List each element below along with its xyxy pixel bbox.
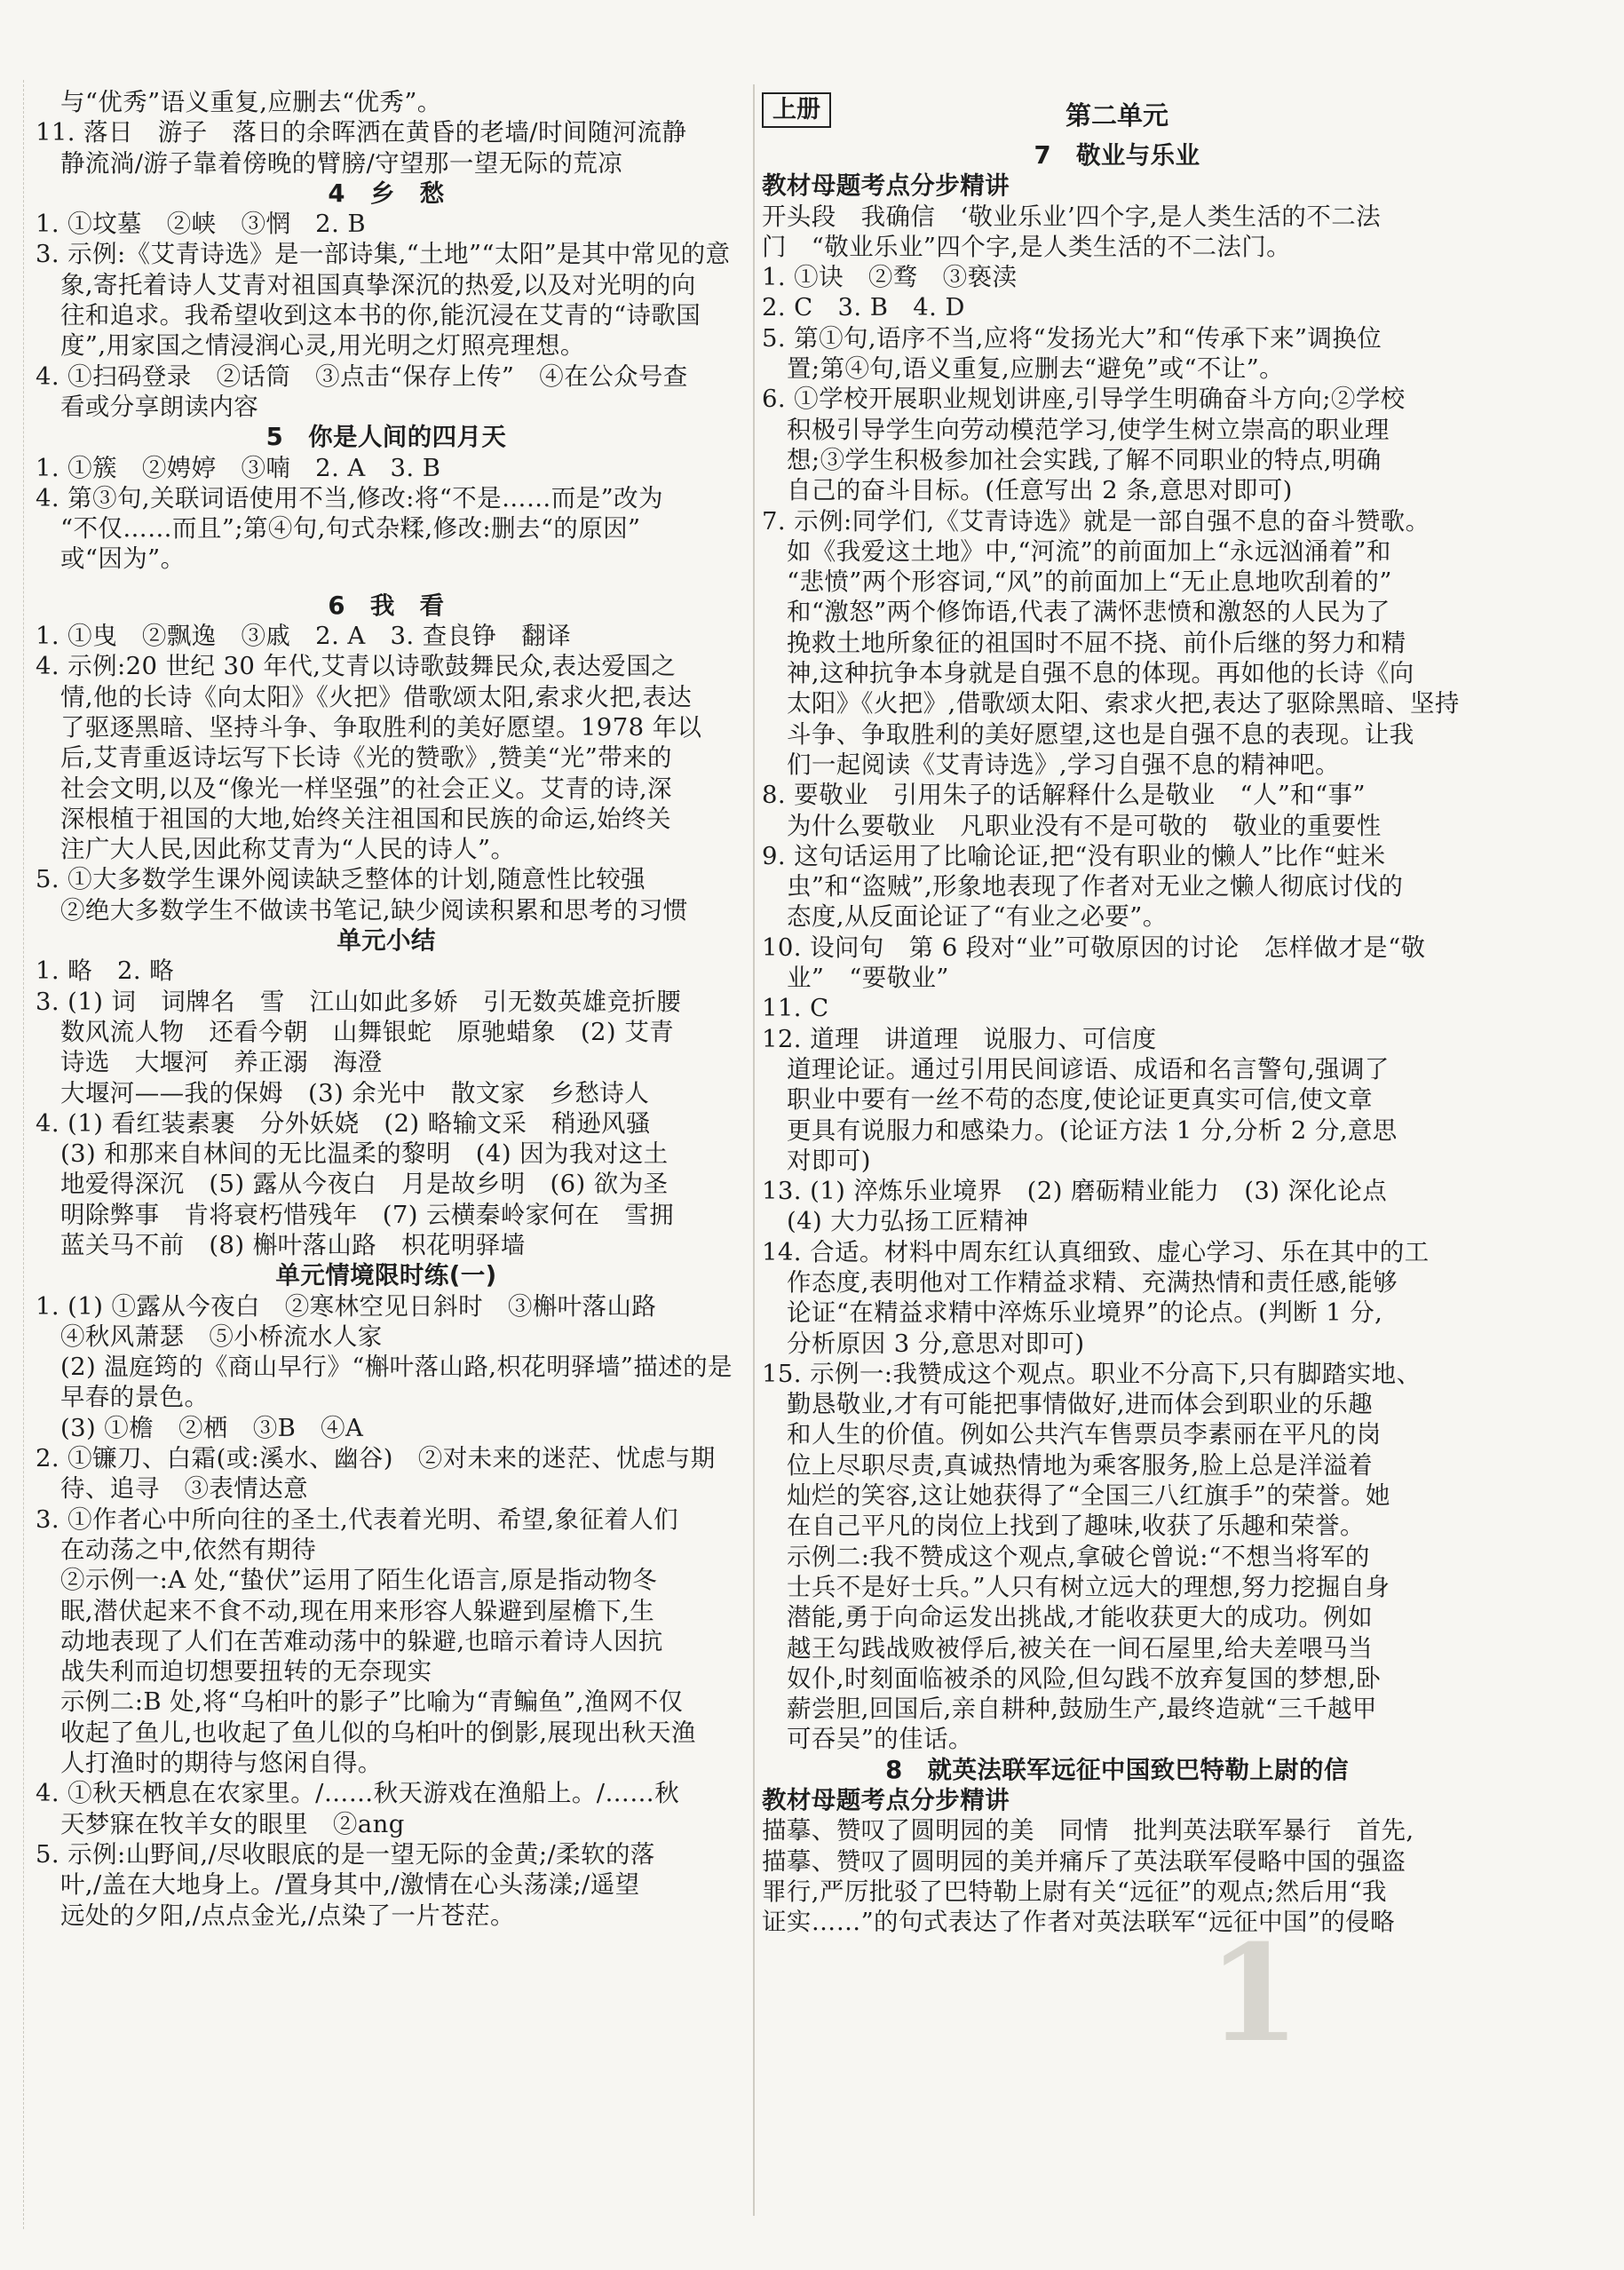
answer-line: 4. 示例:20 世纪 30 年代,艾青以诗歌鼓舞民众,表达爱国之 xyxy=(36,652,677,681)
answer-line: 论证“在精益求精中淬炼乐业境界”的论点。(判断 1 分, xyxy=(787,1298,1383,1328)
answer-line: 描摹、赞叹了圆明园的美 同情 批判英法联军暴行 首先, xyxy=(762,1816,1414,1845)
answer-line: 社会文明,以及“像光一样坚强”的社会正义。艾青的诗,深 xyxy=(60,774,672,803)
answer-line: 在自己平凡的岗位上找到了趣味,收获了乐趣和荣誉。 xyxy=(787,1512,1365,1541)
answer-line: 5. 示例:山野间,/尽收眼底的是一望无际的金黄;/柔软的落 xyxy=(36,1839,655,1869)
answer-line: 或“因为”。 xyxy=(60,544,186,574)
answer-line: 1. ①诀 ②骛 ③亵渎 xyxy=(762,263,1018,292)
subsection-label: 教材母题考点分步精讲 xyxy=(762,1786,1010,1815)
answer-line: 1. ①簇 ②娉婷 ③喃 2. A 3. B xyxy=(36,453,441,482)
answer-line: (3) 和那来自林间的无比温柔的黎明 (4) 因为我对这土 xyxy=(60,1139,669,1169)
answer-line: 5. ①大多数学生课外阅读缺乏整体的计划,随意性比较强 xyxy=(36,865,646,894)
answer-line: 门 “敬业乐业”四个字,是人类生活的不二法门。 xyxy=(762,232,1292,261)
answer-line: 9. 这句话运用了比喻论证,把“没有职业的懒人”比作“蛀米 xyxy=(762,841,1386,870)
answer-line: 明除弊事 肯将衰朽惜残年 (7) 云横秦岭家何在 雪拥 xyxy=(60,1200,674,1229)
answer-line: 业” “要敬业” xyxy=(787,964,949,993)
answer-line: 人打渔时的期待与悠闲自得。 xyxy=(60,1749,383,1778)
answer-line: 7. 示例:同学们,《艾青诗选》就是一部自强不息的奋斗赞歌。 xyxy=(762,506,1430,536)
answer-line: 动地表现了人们在苦难动荡中的躲避,也暗示着诗人因抗 xyxy=(60,1626,663,1655)
answer-line: 灿烂的笑容,这让她获得了“全国三八红旗手”的荣誉。她 xyxy=(787,1481,1390,1511)
answer-line: 4. 第③句,关联词语使用不当,修改:将“不是……而是”改为 xyxy=(36,483,663,512)
answer-line: 3. ①作者心中所向往的圣土,代表着光明、希望,象征着人们 xyxy=(36,1504,679,1534)
answer-line: 收起了鱼儿,也收起了鱼儿似的乌桕叶的倒影,展现出秋天渔 xyxy=(60,1718,696,1747)
binding-margin xyxy=(0,80,24,2229)
answer-line: 象,寄托着诗人艾青对祖国真挚深沉的热爱,以及对光明的向 xyxy=(60,270,696,299)
answer-line: 虫”和“盗贼”,形象地表现了作者对无业之懒人彻底讨伐的 xyxy=(787,872,1404,901)
answer-line: 6. ①学校开展职业规划讲座,引导学生明确奋斗方向;②学校 xyxy=(762,385,1406,414)
answer-line: 情,他的长诗《向太阳》《火把》借歌颂太阳,索求火把,表达 xyxy=(60,682,693,711)
answer-line: 对即可) xyxy=(787,1146,871,1175)
answer-line: 1. (1) ①露从今夜白 ②寒林空见日斜时 ③槲叶落山路 xyxy=(36,1291,657,1321)
answer-line: 们一起阅读《艾青诗选》,学习自强不息的精神吧。 xyxy=(787,750,1340,779)
answer-line: 早春的景色。 xyxy=(60,1383,210,1412)
answer-line: 5. 第①句,语序不当,应将“发扬光大”和“传承下来”调换位 xyxy=(762,323,1382,353)
answer-line: 积极引导学生向劳动模范学习,使学生树立崇高的职业理 xyxy=(787,415,1390,444)
answer-line: ②示例一:A 处,“蛰伏”运用了陌生化语言,原是指动物冬 xyxy=(60,1566,658,1595)
answer-line: 在动荡之中,依然有期待 xyxy=(60,1535,317,1564)
unit-header xyxy=(762,87,1472,140)
answer-line: 战失利而迫切想要扭转的无奈现实 xyxy=(60,1657,432,1687)
answer-line: 13. (1) 淬炼乐业境界 (2) 磨砺精业能力 (3) 深化论点 xyxy=(762,1177,1388,1206)
answer-line: 作态度,表明他对工作精益求精、充满热情和责任感,能够 xyxy=(787,1267,1398,1297)
answer-line: 地爱得深沉 (5) 露从今夜白 月是故乡明 (6) 欲为圣 xyxy=(60,1170,669,1199)
right-column-body xyxy=(762,140,1472,1938)
column-divider xyxy=(753,84,755,2216)
answer-line: (4) 大力弘扬工匠精神 xyxy=(787,1207,1029,1236)
answer-line: 远处的夕阳,/点点金光,/点染了一片苍茫。 xyxy=(60,1901,515,1930)
answer-line: 15. 示例一:我赞成这个观点。职业不分高下,只有脚踏实地、 xyxy=(762,1359,1422,1388)
answer-line: 为什么要敬业 凡职业没有不是可敬的 敬业的重要性 xyxy=(787,811,1382,840)
answer-line: 越王勾践战败被俘后,被关在一间石屋里,给夫差喂马当 xyxy=(787,1633,1373,1663)
answer-line: 想;③学生积极参加社会实践,了解不同职业的特点,明确 xyxy=(787,445,1382,474)
answer-line: 1. ①曳 ②飘逸 ③戚 2. A 3. 查良铮 翻译 xyxy=(36,622,572,651)
answer-line: ②绝大多数学生不做读书笔记,缺少阅读积累和思考的习惯 xyxy=(60,895,688,925)
answer-line: (2) 温庭筠的《商山早行》“槲叶落山路,枳花明驿墙”描述的是 xyxy=(60,1353,733,1382)
answer-line: 示例二:B 处,将“乌桕叶的影子”比喻为“青鳊鱼”,渔网不仅 xyxy=(60,1687,684,1717)
answer-line: 度”,用家国之情浸润心灵,用光明之灯照亮理想。 xyxy=(60,331,585,361)
answer-line: 深根植于祖国的大地,始终关注祖国和民族的命运,始终关 xyxy=(60,804,671,833)
answer-line: ④秋风萧瑟 ⑤小桥流水人家 xyxy=(60,1322,383,1351)
answer-line: 2. C 3. B 4. D xyxy=(762,293,965,322)
section-heading: 单元情境限时练(一) xyxy=(275,1261,497,1290)
answer-line: 4. ①秋天栖息在农家里。/……秋天游戏在渔船上。/……秋 xyxy=(36,1779,680,1808)
section-heading: 单元小结 xyxy=(337,926,436,956)
answer-line: 12. 道理 讲道理 说服力、可信度 xyxy=(762,1024,1157,1053)
unit-title: 第二单元 xyxy=(1065,100,1168,131)
answer-line: 数风流人物 还看今朝 山舞银蛇 原驰蜡象 (2) 艾青 xyxy=(60,1017,674,1046)
answer-line: 了驱逐黑暗、坚持斗争、争取胜利的美好愿望。1978 年以 xyxy=(60,712,702,742)
answer-line: 道理论证。通过引用民间谚语、成语和名言警句,强调了 xyxy=(787,1054,1390,1083)
answer-line: 11. C xyxy=(762,994,829,1023)
answer-line: 14. 合适。材料中周东红认真细致、虚心学习、乐在其中的工 xyxy=(762,1237,1430,1266)
subsection-label: 教材母题考点分步精讲 xyxy=(762,171,1010,201)
answer-line: 8. 要敬业 引用朱子的话解释什么是敬业 “人”和“事” xyxy=(762,781,1366,810)
answer-line: 奴仆,时刻面临被杀的风险,但勾践不放弃复国的梦想,卧 xyxy=(787,1663,1382,1693)
answer-line: 示例二:我不赞成这个观点,拿破仑曾说:“不想当将军的 xyxy=(787,1542,1370,1571)
answer-line: 可吞吴”的佳话。 xyxy=(787,1725,973,1754)
answer-line: 挽救土地所象征的祖国时不屈不挠、前仆后继的努力和精 xyxy=(787,628,1406,657)
answer-line: 和人生的价值。例如公共汽车售票员李素丽在平凡的岗 xyxy=(787,1420,1382,1449)
answer-line: 后,艾青重返诗坛写下长诗《光的赞歌》,赞美“光”带来的 xyxy=(60,743,672,773)
answer-line: 置;第④句,语义重复,应删去“避免”或“不让”。 xyxy=(787,354,1285,384)
section-heading: 8 就英法联军远征中国致巴特勒上尉的信 xyxy=(885,1755,1349,1784)
answer-line: 罪行,严厉批驳了巴特勒上尉有关“远征”的观点;然后用“我 xyxy=(762,1877,1387,1906)
answer-line: 3. (1) 词 词牌名 雪 江山如此多娇 引无数英雄竞折腰 xyxy=(36,987,682,1016)
section-heading: 5 你是人间的四月天 xyxy=(265,423,507,452)
answer-line: 诗选 大堰河 养正溺 海澄 xyxy=(60,1048,383,1077)
answer-line: “悲愤”两个形容词,“风”的前面加上“无止息地吹刮着的” xyxy=(787,568,1392,597)
answer-line: 证实……”的句式表达了作者对英法联军“远征中国”的侵略 xyxy=(762,1908,1395,1937)
answer-line: 1. 略 2. 略 xyxy=(36,956,175,986)
answer-line: “不仅……而且”;第④句,句式杂糅,修改:删去“的原因” xyxy=(60,514,641,544)
answer-line: 太阳》《火把》,借歌颂太阳、索求火把,表达了驱除黑暗、坚持 xyxy=(787,689,1460,718)
answer-line: 静流淌/游子靠着傍晚的臂膀/守望那一望无际的荒凉 xyxy=(60,148,623,178)
answer-line: 1. ①坟墓 ②峡 ③惘 2. B xyxy=(36,210,366,239)
section-heading: 7 敬业与乐业 xyxy=(1034,141,1200,170)
answer-line: 士兵不是好士兵。”人只有树立远大的理想,努力挖掘自身 xyxy=(787,1572,1390,1601)
answer-line: 态度,从反面论证了“有业之必要”。 xyxy=(787,902,1168,932)
answer-line: 大堰河——我的保姆 (3) 余光中 散文家 乡愁诗人 xyxy=(60,1078,650,1107)
answer-line: 勤恳敬业,才有可能把事情做好,进而体会到职业的乐趣 xyxy=(787,1390,1373,1419)
answer-line: 叶,/盖在大地身上。/置身其中,/激情在心头荡漾;/遥望 xyxy=(60,1870,640,1900)
answer-line: 眠,潜伏起来不食不动,现在用来形容人躲避到屋檐下,生 xyxy=(60,1596,655,1625)
answer-line: 11. 落日 游子 落日的余晖洒在黄昏的老墙/时间随河流静 xyxy=(36,118,687,147)
answer-line: 开头段 我确信 ‘敬业乐业’四个字,是人类生活的不二法 xyxy=(762,202,1382,231)
answer-line: 神,这种抗争本身就是自强不息的体现。再如他的长诗《向 xyxy=(787,659,1414,688)
answer-line: 位上尽职尽责,真诚热情地为乘客服务,脸上总是洋溢着 xyxy=(787,1450,1373,1480)
answer-line: 与“优秀”语义重复,应删去“优秀”。 xyxy=(60,88,442,116)
answer-line: 如《我爱这土地》中,“河流”的前面加上“永远汹涌着”和 xyxy=(787,536,1391,566)
answer-line: 职业中要有一丝不苟的态度,使论证更真实可信,使文章 xyxy=(787,1085,1373,1115)
answer-line: 斗争、争取胜利的美好愿望,这也是自强不息的表现。让我 xyxy=(787,719,1414,749)
answer-line: 4. ①扫码登录 ②话筒 ③点击“保存上传” ④在公众号查 xyxy=(36,361,688,391)
answer-line: 看或分享朗读内容 xyxy=(60,392,259,421)
right-column xyxy=(762,87,1472,1938)
answer-line: 蓝关马不前 (8) 槲叶落山路 枳花明驿墙 xyxy=(60,1230,526,1259)
answer-line: 分析原因 3 分,意思对即可) xyxy=(787,1329,1085,1358)
answer-line: 天梦寐在牧羊女的眼里 ②ang xyxy=(60,1809,405,1838)
page-number: 1 xyxy=(1208,1916,1301,2072)
answer-line: (3) ①檐 ②栖 ③B ④A xyxy=(60,1413,364,1442)
answer-line: 更具有说服力和感染力。(论证方法 1 分,分析 2 分,意思 xyxy=(787,1115,1398,1145)
answer-line: 和“激怒”两个修饰语,代表了满怀悲愤和激怒的人民为了 xyxy=(787,598,1390,627)
answer-line: 10. 设问句 第 6 段对“业”可敬原因的讨论 怎样做才是“敬 xyxy=(762,933,1426,962)
answer-line: 2. ①镰刀、白霜(或:溪水、幽谷) ②对未来的迷茫、忧虑与期 xyxy=(36,1444,716,1473)
answer-line: 潜能,勇于向命运发出挑战,才能收获更大的成功。例如 xyxy=(787,1603,1373,1632)
answer-line: 薪尝胆,回国后,亲自耕种,鼓励生产,最终造就“三千越甲 xyxy=(787,1695,1377,1724)
answer-line: 往和追求。我希望收到这本书的你,能沉浸在艾青的“诗歌国 xyxy=(60,301,701,330)
left-column xyxy=(36,87,737,1931)
answer-line: 注广大人民,因此称艾青为“人民的诗人”。 xyxy=(60,835,516,864)
answer-line: 4. (1) 看红装素裹 分外妖娆 (2) 略输文采 稍逊风骚 xyxy=(36,1108,651,1138)
section-heading: 4 乡 愁 xyxy=(328,179,445,208)
answer-line: 待、追寻 ③表情达意 xyxy=(60,1474,308,1504)
section-heading: 6 我 看 xyxy=(328,591,445,620)
answer-line: 自己的奋斗目标。(任意写出 2 条,意思对即可) xyxy=(787,476,1293,505)
answer-line: 描摹、赞叹了圆明园的美并痛斥了英法联军侵略中国的强盗 xyxy=(762,1846,1406,1876)
volume-tag: 上册 xyxy=(762,92,831,128)
answer-line: 3. 示例:《艾青诗选》是一部诗集,“土地”“太阳”是其中常见的意 xyxy=(36,240,731,269)
